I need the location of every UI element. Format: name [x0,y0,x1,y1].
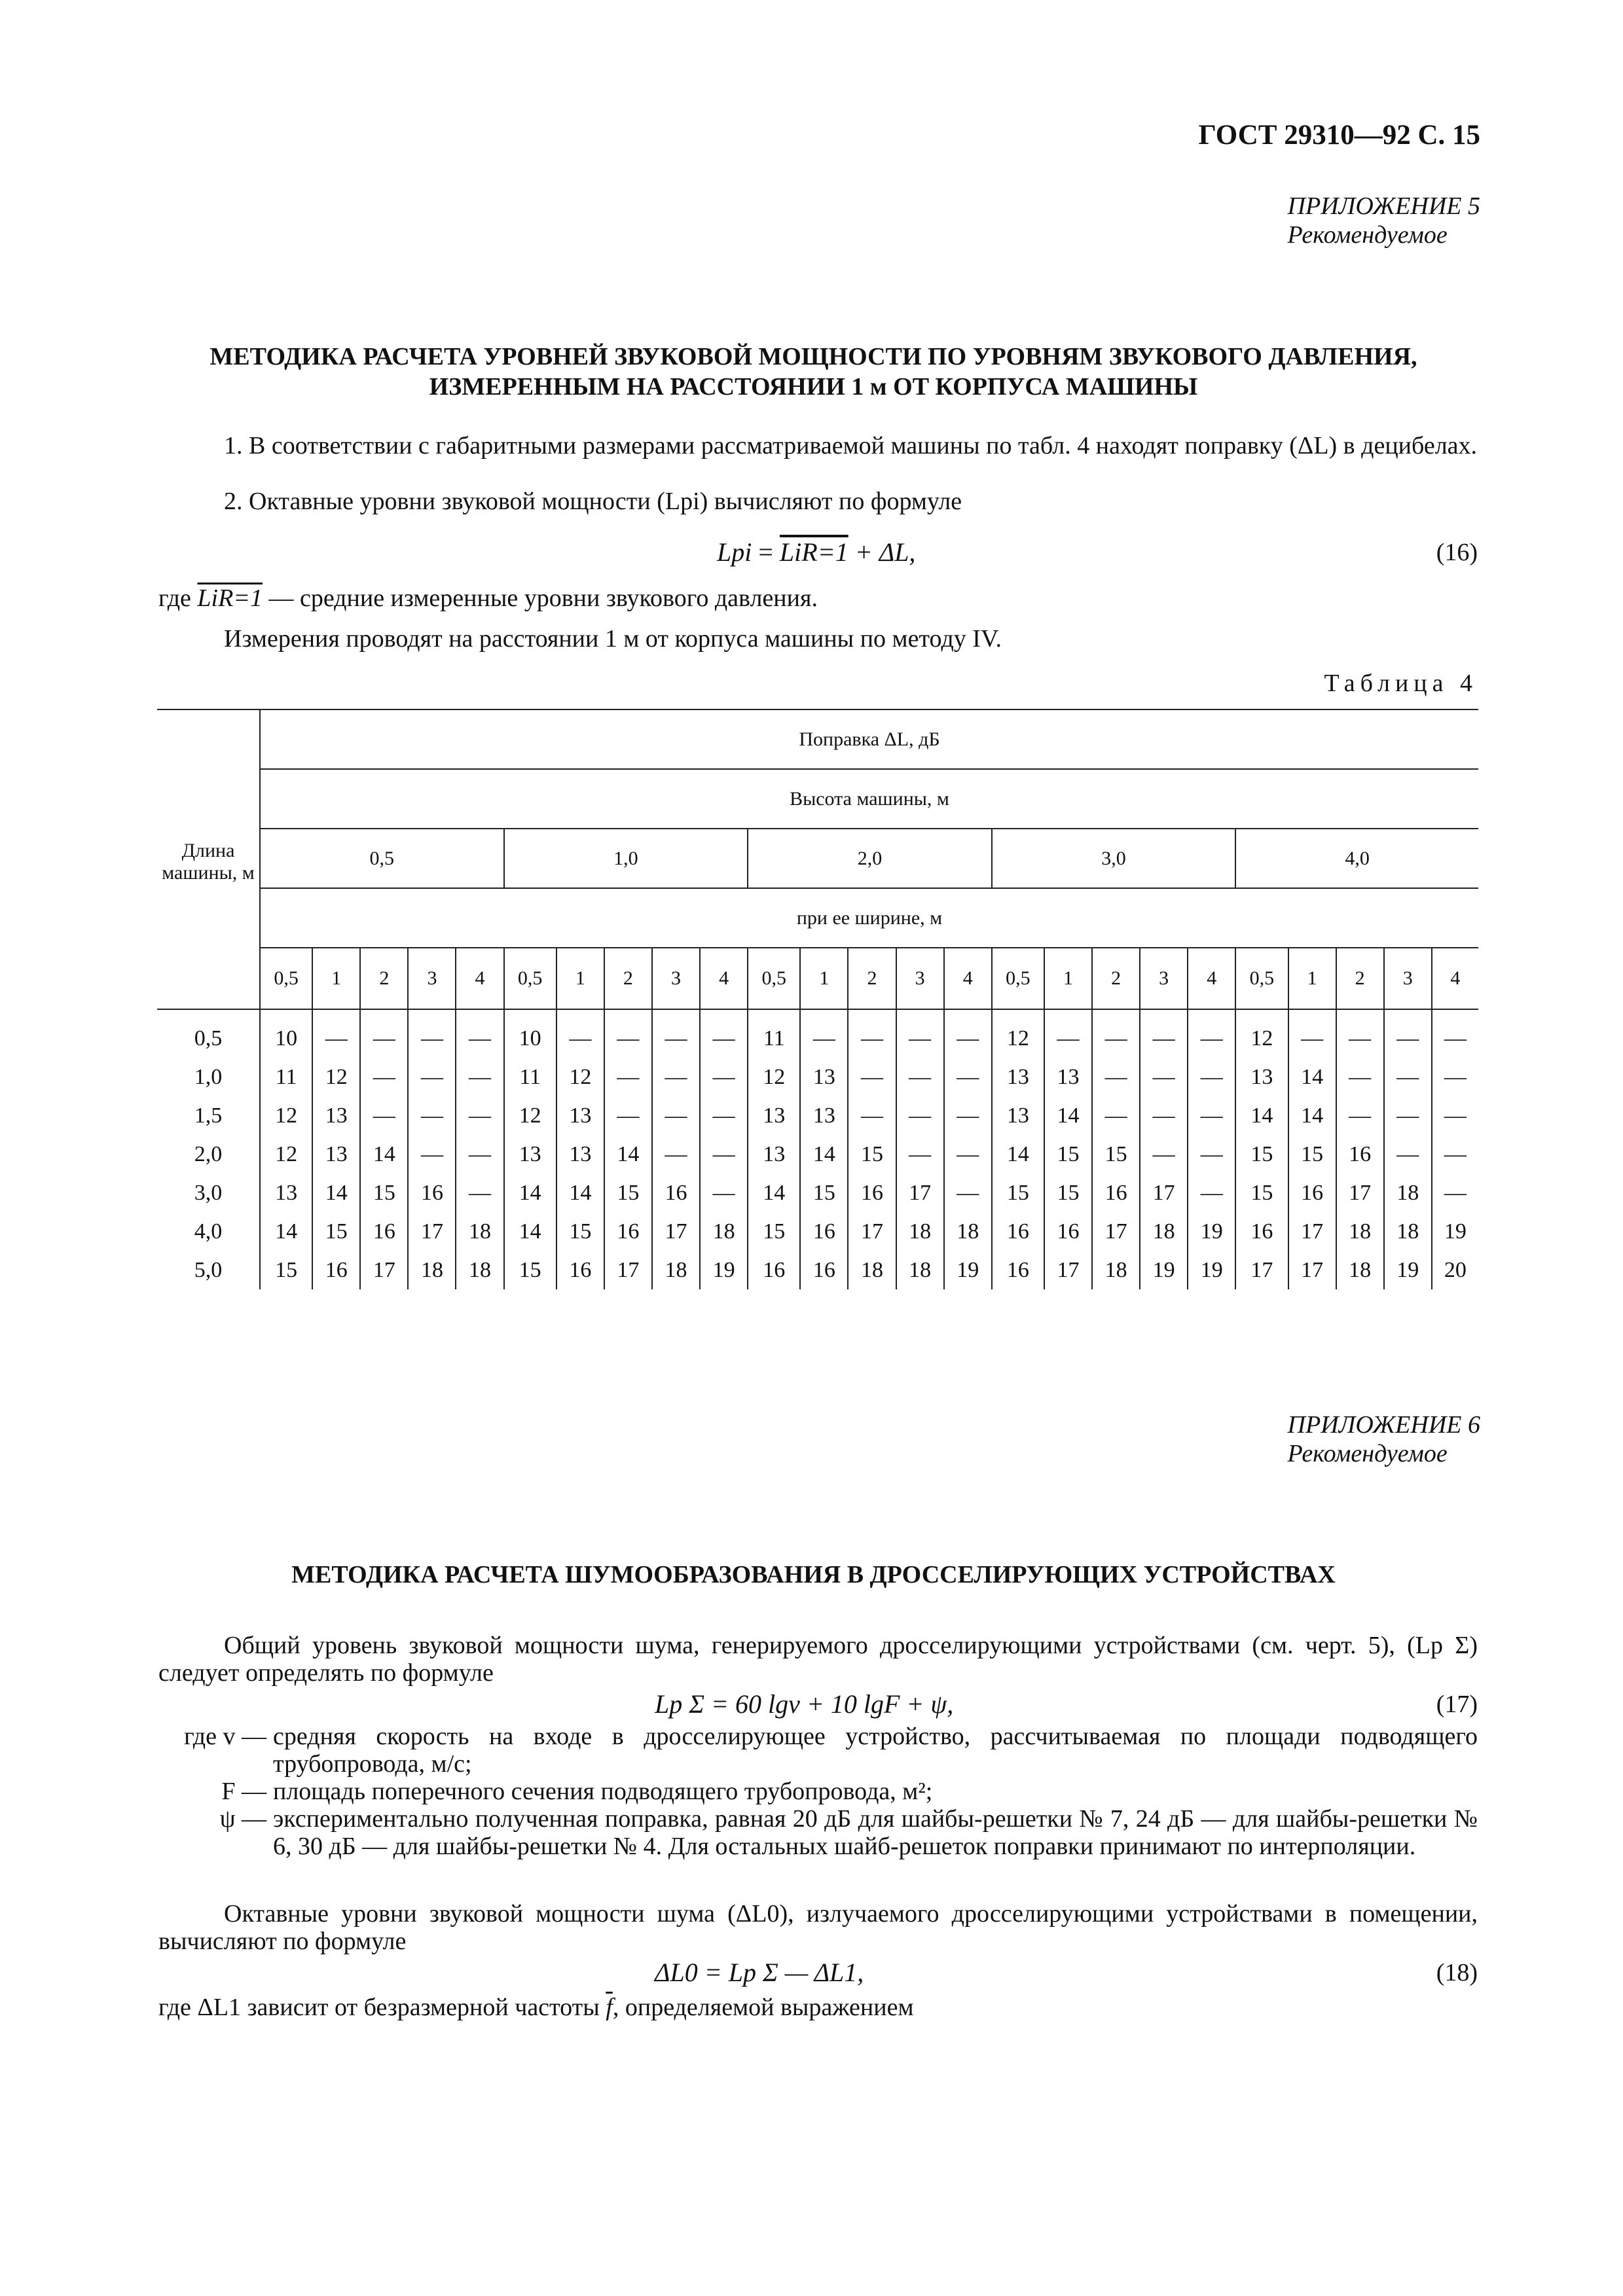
table4-value-cell: 13 [992,1096,1044,1135]
table4-value-cell: — [1432,1096,1478,1135]
table4-value-cell: 15 [360,1174,408,1212]
table4-value-cell: — [848,1058,896,1096]
where-16-text: — средние измеренные уровни звукового давления. [268,584,818,612]
table4-value-cell: 15 [1235,1135,1288,1174]
table4-value-cell: 13 [748,1096,800,1135]
table-row [157,1058,1478,1096]
table4-value-cell: 16 [1336,1135,1384,1174]
table4-height-cell: 1,0 [504,829,748,888]
table4-value-cell: 17 [1044,1251,1092,1289]
table-row [157,1135,1478,1174]
table4-value-cell: — [1432,1135,1478,1174]
where-17-list [103,1723,1478,1860]
table4-value-cell: 14 [1235,1096,1288,1135]
table4-value-cell: — [652,1058,700,1096]
table4-width-cell: 4 [1432,948,1478,1009]
table4-value-cell: 12 [748,1058,800,1096]
table4-value-cell: 17 [1140,1174,1188,1212]
appendix6-paragraph-1: Общий уровень звуковой мощности шума, генерируемого дросселирующими устройствами (см. черт. 5), (Lp Σ) следует определять по формуле [158,1632,1478,1687]
table4-value-cell: — [1384,1096,1432,1135]
table4-row-header: Длина машины, м [157,709,260,1009]
table4-value-cell: 13 [260,1174,312,1212]
table4-length-cell: 0,5 [194,1026,223,1050]
table4-value-cell: 17 [652,1212,700,1251]
table4-value-cell: 16 [360,1212,408,1251]
appendix5-title [151,342,1476,402]
table4-width-cell: 0,5 [1235,948,1288,1009]
table4-value-cell: — [1188,1174,1235,1212]
page-header: ГОСТ 29310—92 С. 15 [1198,120,1480,151]
table4-value-cell: 16 [1235,1212,1288,1251]
table4-value-cell: 11 [748,1009,800,1058]
formula-16-rhs-var: LiR=1 [779,537,848,567]
table4-value-cell: 13 [504,1135,556,1174]
appendix6-status: Рекомендуемое [1287,1440,1448,1467]
table4-value-cell: — [1432,1058,1478,1096]
table4-value-cell: — [1140,1058,1188,1096]
appendix6-paragraph-2: Октавные уровни звуковой мощности шума (ΔL0), излучаемого дросселирующими устройствами в помещении, вычисляют по формуле [158,1900,1478,1955]
table4-value-cell: 19 [1140,1251,1188,1289]
table4-value-cell: 17 [896,1174,944,1212]
table4-width-cell: 3 [1384,948,1432,1009]
appendix5-status: Рекомендуемое [1287,221,1448,249]
table4-value-cell: 14 [748,1174,800,1212]
table4-value-cell: — [700,1058,748,1096]
formula-16-lhs: Lpi [717,537,752,567]
where-item-key: ψ — [219,1805,266,1833]
table4-value-cell: 11 [504,1058,556,1096]
table4-value-cell: — [700,1135,748,1174]
table4-value-cell: 16 [748,1251,800,1289]
table4-value-cell: — [848,1009,896,1058]
table4-value-cell: 18 [1140,1212,1188,1251]
table4-value-cell: — [1140,1096,1188,1135]
table-4 [157,709,1478,1289]
table4-value-cell: 14 [504,1174,556,1212]
table4-length-cell: 4,0 [194,1219,223,1244]
table4-value-cell: 19 [1188,1212,1235,1251]
table4-caption: Таблица 4 [1324,670,1478,697]
table4-value-cell: 16 [556,1251,604,1289]
table4-value-cell: — [944,1135,992,1174]
table4-value-cell: — [1188,1009,1235,1058]
appendix5-paragraph-2: 2. Октавные уровни звуковой мощности (Lpi) вычисляют по формуле [224,488,962,515]
table4-width-cell: 0,5 [748,948,800,1009]
table4-value-cell: 15 [312,1212,360,1251]
table4-value-cell: — [456,1135,503,1174]
table4-value-cell: 18 [1336,1212,1384,1251]
appendix6-p3-prefix: где ΔL1 зависит от безразмерной частоты [158,1994,600,2021]
table4-value-cell: 15 [1235,1174,1288,1212]
table4-width-cell: 4 [1188,948,1235,1009]
table4-value-cell: 14 [1288,1058,1336,1096]
table4-value-cell: — [700,1009,748,1058]
table4-value-cell: 18 [408,1251,456,1289]
table-row [157,1096,1478,1135]
table4-value-cell: 18 [896,1251,944,1289]
table4-width-cell: 0,5 [504,948,556,1009]
table4-value-cell: — [312,1009,360,1058]
table4-value-cell: 17 [1336,1174,1384,1212]
table4-value-cell: — [1384,1009,1432,1058]
table4-width-header: при ее ширине, м [260,888,1478,948]
formula-16-number: (16) [1436,539,1478,566]
table4-width-cell: 2 [848,948,896,1009]
table4-value-cell: 14 [556,1174,604,1212]
table4-value-cell: 16 [992,1212,1044,1251]
table4-value-cell: 16 [800,1251,848,1289]
table4-value-cell: — [1092,1096,1140,1135]
table4-value-cell: 16 [800,1212,848,1251]
table4-value-cell: 10 [504,1009,556,1058]
table4-value-cell: 20 [1432,1251,1478,1289]
formula-16-tail: + ΔL, [854,537,916,567]
where-item-text: экспериментально полученная поправка, равная 20 дБ для шайбы-решетки № 7, 24 дБ — для шайбы-решетки № 6, 30 дБ — для шайбы-решетки № 4. Для остальных шайб-решеток поправки принимают по интерполяции. [273,1805,1478,1860]
appendix6-paragraph-3 [158,1994,1478,2021]
table4-value-cell: 12 [992,1009,1044,1058]
table4-width-cell: 1 [800,948,848,1009]
table4-value-cell: — [456,1174,503,1212]
table4-length-cell: 1,5 [194,1103,223,1128]
table4-value-cell: 12 [556,1058,604,1096]
table4-value-cell: 14 [504,1212,556,1251]
table4-value-cell: — [652,1009,700,1058]
table4-value-cell: — [896,1009,944,1058]
table4-value-cell: 17 [360,1251,408,1289]
table4-value-cell: — [1432,1174,1478,1212]
table4-value-cell: 18 [1384,1212,1432,1251]
table4-value-cell: 13 [1044,1058,1092,1096]
table4-width-cell: 3 [652,948,700,1009]
table4-value-cell: — [408,1135,456,1174]
appendix5-title-line1: МЕТОДИКА РАСЧЕТА УРОВНЕЙ ЗВУКОВОЙ МОЩНОСТИ ПО УРОВНЯМ ЗВУКОВОГО ДАВЛЕНИЯ, [210,343,1417,370]
table4-value-cell: — [604,1096,652,1135]
table4-width-cell: 3 [896,948,944,1009]
table4-value-cell: 18 [652,1251,700,1289]
where-item-text: средняя скорость на входе в дросселирующее устройство, рассчитываемая по площади подводящего трубопровода, м/с; [273,1723,1478,1778]
where-item [103,1805,1478,1860]
table4-value-cell: 10 [260,1009,312,1058]
table4-value-cell: 12 [260,1135,312,1174]
table4-value-cell: 14 [604,1135,652,1174]
table4-value-cell: 16 [312,1251,360,1289]
table4-value-cell: 13 [312,1096,360,1135]
table4-value-cell: — [1336,1009,1384,1058]
table4-width-cell: 4 [700,948,748,1009]
table4-height-cell: 3,0 [992,829,1236,888]
table4-value-cell: 13 [556,1096,604,1135]
table4-value-cell: 13 [800,1058,848,1096]
table4-value-cell: — [456,1096,503,1135]
table4-value-cell: 15 [504,1251,556,1289]
table4-value-cell: — [944,1009,992,1058]
table4-value-cell: — [1288,1009,1336,1058]
table4-value-cell: — [1188,1058,1235,1096]
table4-value-cell: 17 [1235,1251,1288,1289]
table4-value-cell: — [652,1135,700,1174]
table4-length-cell: 2,0 [194,1141,223,1166]
table4-value-cell: 13 [748,1135,800,1174]
table4-value-cell: 15 [992,1174,1044,1212]
table4-value-cell: — [800,1009,848,1058]
table4-value-cell: 14 [260,1212,312,1251]
table4-width-cell: 0,5 [260,948,312,1009]
table4-value-cell: 17 [1288,1212,1336,1251]
appendix6-title: МЕТОДИКА РАСЧЕТА ШУМООБРАЗОВАНИЯ В ДРОССЕЛИРУЮЩИХ УСТРОЙСТВАХ [291,1561,1336,1588]
table4-width-cell: 2 [360,948,408,1009]
table4-value-cell: 19 [1188,1251,1235,1289]
table4-width-cell: 3 [408,948,456,1009]
table4-value-cell: 14 [992,1135,1044,1174]
table4-value-cell: 19 [700,1251,748,1289]
table4-value-cell: 14 [360,1135,408,1174]
table4-value-cell: 13 [1235,1058,1288,1096]
table4-value-cell: 18 [896,1212,944,1251]
table4-value-cell: — [408,1096,456,1135]
table4-value-cell: 15 [848,1135,896,1174]
table4-value-cell: — [360,1009,408,1058]
appendix6-p3-var: $\overline{f}$ [606,1994,613,2021]
table4-value-cell: 15 [556,1212,604,1251]
where-16-prefix: где [158,584,191,612]
table4-value-cell: 13 [992,1058,1044,1096]
table4-value-cell: — [896,1096,944,1135]
table4-value-cell: 15 [1092,1135,1140,1174]
where-item [103,1723,1478,1778]
table4-value-cell: — [408,1009,456,1058]
where-item-text: площадь поперечного сечения подводящего трубопровода, м²; [273,1778,933,1805]
table4-value-cell: 12 [1235,1009,1288,1058]
table4-value-cell: 12 [312,1058,360,1096]
table4-height-header: Высота машины, м [260,769,1478,829]
where-item-key: F — [221,1778,266,1805]
table4-value-cell: — [1336,1096,1384,1135]
table4-heights-row [157,829,1478,888]
table4-value-cell: 12 [260,1096,312,1135]
table4-height-cell: 2,0 [748,829,992,888]
table4-value-cell: 15 [800,1174,848,1212]
table4-value-cell: 18 [456,1251,503,1289]
table4-value-cell: 13 [800,1096,848,1135]
table4-value-cell: 15 [1288,1135,1336,1174]
table4-width-cell: 2 [1092,948,1140,1009]
table4-value-cell: 19 [944,1251,992,1289]
table4-value-cell: 16 [848,1174,896,1212]
formula-17-number: (17) [1436,1691,1478,1718]
table4-width-cell: 1 [312,948,360,1009]
table4-value-cell: 19 [1432,1212,1478,1251]
table4-value-cell: — [604,1058,652,1096]
table4-value-cell: — [1092,1058,1140,1096]
table4-value-cell: — [1044,1009,1092,1058]
table4-width-cell: 4 [944,948,992,1009]
table4-value-cell: 16 [1288,1174,1336,1212]
table4-width-cell: 2 [1336,948,1384,1009]
table4-length-cell: 3,0 [194,1180,223,1205]
table4-width-cell: 1 [556,948,604,1009]
table4-value-cell: 13 [556,1135,604,1174]
table4-value-cell: 16 [992,1251,1044,1289]
table-row [157,1174,1478,1212]
table4-value-cell: 13 [312,1135,360,1174]
appendix5-label: ПРИЛОЖЕНИЕ 5 [1287,192,1480,220]
table4-value-cell: 17 [408,1212,456,1251]
table4-value-cell: 15 [260,1251,312,1289]
where-item [103,1778,1478,1805]
table4-value-cell: 11 [260,1058,312,1096]
appendix5-label-block [1288,192,1480,249]
table4-width-cell: 2 [604,948,652,1009]
table4-value-cell: — [944,1096,992,1135]
table-row [157,1009,1478,1058]
table4-height-cell: 0,5 [260,829,504,888]
table4-value-cell: 16 [408,1174,456,1212]
table4-height-cell: 4,0 [1235,829,1478,888]
formula-18: ΔL0 = Lp Σ — ΔL1, [655,1958,864,1987]
table4-value-cell: — [1384,1058,1432,1096]
table4-value-cell: 18 [1384,1174,1432,1212]
table4-value-cell: — [944,1058,992,1096]
table4-value-cell: — [1188,1135,1235,1174]
table4-value-cell: — [456,1058,503,1096]
table-row [157,1251,1478,1289]
table4-value-cell: 16 [1092,1174,1140,1212]
appendix6-label-block [1288,1410,1480,1468]
table4-value-cell: 16 [604,1212,652,1251]
table4-value-cell: — [1188,1096,1235,1135]
table4-value-cell: — [1432,1009,1478,1058]
table4-value-cell: — [896,1058,944,1096]
formula-18-number: (18) [1436,1959,1478,1986]
table4-value-cell: — [1140,1009,1188,1058]
where-16-var: LiR=1 [197,584,263,612]
where-16 [158,584,1478,612]
table4-value-cell: — [1092,1009,1140,1058]
table4-value-cell: — [700,1174,748,1212]
table4-value-cell: — [604,1009,652,1058]
table4-value-cell: 18 [700,1212,748,1251]
table4-value-cell: 14 [312,1174,360,1212]
table4-value-cell: 19 [1384,1251,1432,1289]
table4-value-cell: — [360,1058,408,1096]
table4-value-cell: 14 [1044,1096,1092,1135]
table4-value-cell: 17 [604,1251,652,1289]
table4-value-cell: 17 [848,1212,896,1251]
table4-value-cell: — [944,1174,992,1212]
table4-width-cell: 4 [456,948,503,1009]
table4-value-cell: 16 [1044,1212,1092,1251]
table-row [157,1212,1478,1251]
table4-length-cell: 5,0 [194,1257,223,1282]
appendix6-label: ПРИЛОЖЕНИЕ 6 [1287,1411,1480,1439]
table4-value-cell: — [700,1096,748,1135]
table4-width-cell: 3 [1140,948,1188,1009]
table4-body [157,1009,1478,1289]
table4-value-cell: 17 [1288,1251,1336,1289]
table4-value-cell: — [408,1058,456,1096]
table4-value-cell: 18 [1336,1251,1384,1289]
table4-value-cell: 12 [504,1096,556,1135]
table4-value-cell: 18 [1092,1251,1140,1289]
table4-value-cell: 17 [1092,1212,1140,1251]
formula-16: Lpi = LiR=1 + ΔL, [717,537,916,567]
table4-value-cell: — [652,1096,700,1135]
appendix6-p3-suffix: , определяемой выражением [612,1994,914,2021]
formula-17: Lp Σ = 60 lgv + 10 lgF + ψ, [655,1689,954,1719]
table4-value-cell: 18 [944,1212,992,1251]
table4-value-cell: 14 [800,1135,848,1174]
table4-widths-row [157,948,1478,1009]
table4-value-cell: — [1140,1135,1188,1174]
table4-value-cell: 18 [848,1251,896,1289]
table4-value-cell: 15 [604,1174,652,1212]
table4-value-cell: 18 [456,1212,503,1251]
table4-value-cell: — [1384,1135,1432,1174]
table4-value-cell: — [556,1009,604,1058]
appendix5-paragraph-1: 1. В соответствии с габаритными размерами рассматриваемой машины по табл. 4 находят поправку (ΔL) в децибелах. [224,432,1478,459]
table4-correction-header: Поправка ΔL, дБ [260,709,1478,769]
appendix5-title-line2: ИЗМЕРЕННЫМ НА РАССТОЯНИИ 1 м ОТ КОРПУСА МАШИНЫ [429,373,1198,401]
table4-width-cell: 1 [1044,948,1092,1009]
appendix5-paragraph-3: Измерения проводят на расстоянии 1 м от корпуса машины по методу IV. [224,625,1002,653]
table4-value-cell: — [848,1096,896,1135]
table4-value-cell: — [1336,1058,1384,1096]
table4-width-cell: 1 [1288,948,1336,1009]
where-item-key: где v — [184,1723,266,1750]
table4-value-cell: 16 [652,1174,700,1212]
table4-value-cell: 15 [748,1212,800,1251]
table4-value-cell: 14 [1288,1096,1336,1135]
table4-value-cell: 15 [1044,1135,1092,1174]
table4-value-cell: 15 [1044,1174,1092,1212]
table4-value-cell: — [896,1135,944,1174]
table4-width-cell: 0,5 [992,948,1044,1009]
table4-value-cell: — [360,1096,408,1135]
table4-length-cell: 1,0 [194,1064,223,1089]
table4-value-cell: — [456,1009,503,1058]
